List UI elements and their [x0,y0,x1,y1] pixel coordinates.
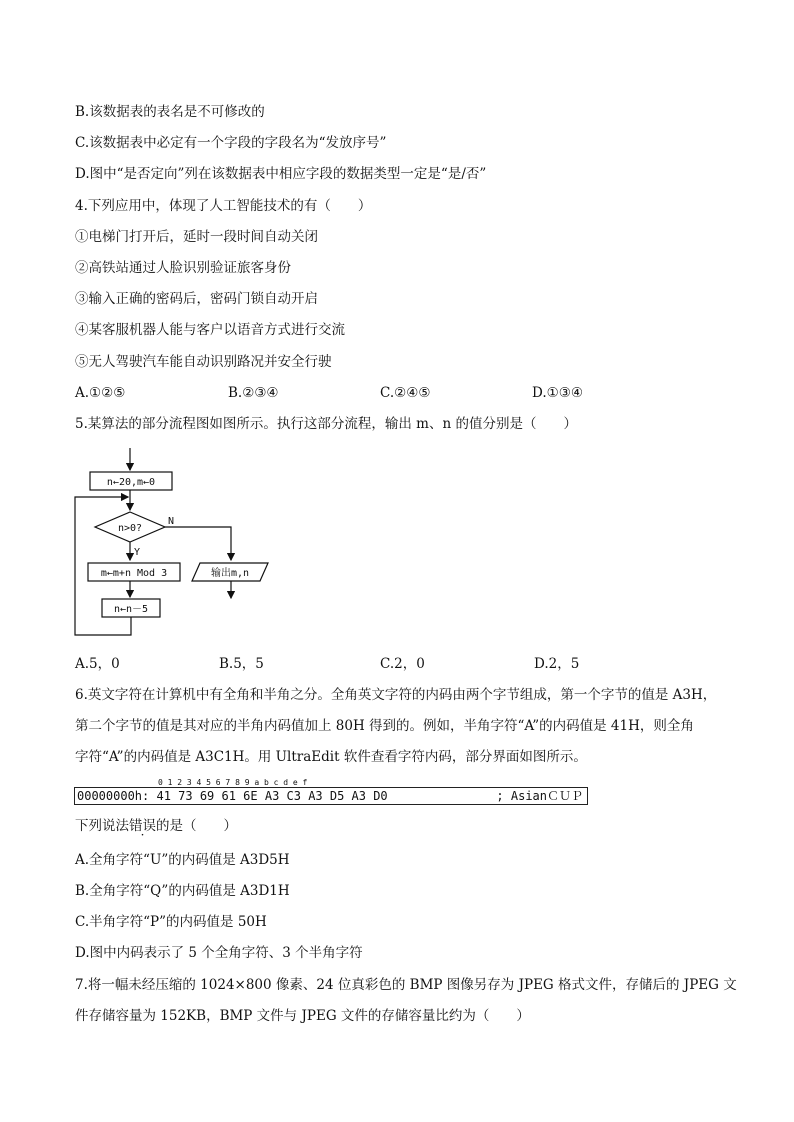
q4-option-c: C.②④⑤ [380,385,431,401]
hex-editor-row [74,787,588,805]
q6-option-a: A.全角字符“U”的内码值是 A3D5H [75,852,290,868]
flow-condition-text: n>0? [117,523,143,534]
hex-ascii-preview: ; AsianＣＵＰ [496,789,583,803]
q6-question-pre: 下列说法 [75,818,129,834]
flow-step1-text: m←m+n Mod 3 [100,568,168,579]
flow-no-label: N [168,516,175,527]
q7-stem-line2: 件存储容量为 152KB，BMP 文件与 JPEG 文件的存储容量比约为（ ） [75,1008,530,1024]
hex-bytes: 00000000h: 41 73 69 61 6E A3 C3 A3 D5 A3 D0 [77,789,388,803]
flow-yes-label: Y [134,547,141,558]
q6-question-post: 的是（ ） [156,818,237,834]
flow-init-text: n←20,m←0 [106,477,156,488]
q6-question-emphasis: 错误 [129,818,156,834]
flow-step2-text: n←n－5 [113,604,149,615]
q6-option-d: D.图中内码表示了 5 个全角字符、3 个半角字符 [75,945,363,961]
q4-option-d: D.①③④ [532,385,583,401]
q3-option-d: D.图中“是否定向”列在该数据表中相应字段的数据类型一定是“是/否” [75,166,487,182]
q6-option-b: B.全角字符“Q”的内码值是 A3D1H [75,883,290,899]
q4-item-4: ④某客服机器人能与客户以语音方式进行交流 [75,322,345,338]
q6-question [75,817,237,835]
q6-option-c: C.半角字符“P”的内码值是 50H [75,914,267,930]
q3-option-b: B.该数据表的表名是不可修改的 [75,104,265,120]
q5-stem: 5.某算法的部分流程图如图所示。执行这部分流程，输出 m、n 的值分别是（ ） [75,416,577,432]
q6-stem-line2: 第二个字节的值是其对应的半角内码值加上 80H 得到的。例如，半角字符“A”的内码值是 41H，则全角 [75,718,694,734]
flow-output-text: 输出m,n [210,568,250,579]
q4-item-1: ①电梯门打开后，延时一段时间自动关闭 [75,229,318,245]
q5-option-c: C.2，0 [380,656,425,672]
q6-stem-line1: 6.英文字符在计算机中有全角和半角之分。全角英文字符的内码由两个字节组成，第一个字节的值是 A3H， [75,687,717,703]
q4-item-3: ③输入正确的密码后，密码门锁自动开启 [75,291,318,307]
q4-stem: 4.下列应用中，体现了人工智能技术的有（ ） [75,198,372,214]
q7-stem-line1: 7.将一幅未经压缩的 1024×800 像素、24 位真彩色的 BMP 图像另存为 JPEG 格式文件，存储后的 JPEG 文 [75,977,737,993]
q4-item-5: ⑤无人驾驶汽车能自动识别路况并安全行驶 [75,354,332,370]
q5-option-b: B.5，5 [219,656,264,672]
q6-stem-line3: 字符“A”的内码值是 A3C1H。用 UltraEdit 软件查看字符内码，部分界面如图所示。 [75,749,587,765]
q5-option-a: A.5，0 [75,656,120,672]
flowchart [70,442,280,642]
q4-item-2: ②高铁站通过人脸识别验证旅客身份 [75,260,291,276]
hex-column-ruler: 0 1 2 3 4 5 6 7 8 9 a b c d e f [158,778,308,787]
q4-option-a: A.①②⑤ [75,385,126,401]
q4-option-b: B.②③④ [228,385,279,401]
q5-option-d: D.2，5 [534,656,580,672]
q3-option-c: C.该数据表中必定有一个字段的字段名为“发放序号” [75,135,387,151]
